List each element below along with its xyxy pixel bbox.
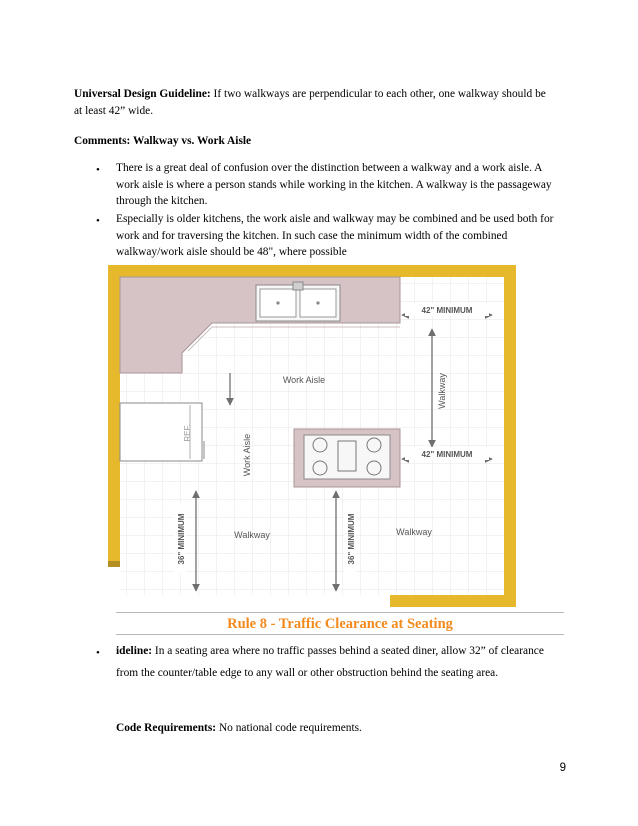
rule-8-bullet <box>116 640 556 684</box>
label-walkway-left: Walkway <box>234 530 270 540</box>
guideline-text: If two walkways are perpendicular to each other, one walkway should be at least 42” wide. <box>74 88 546 117</box>
rule-8-heading: Rule 8 - Traffic Clearance at Seating <box>227 616 453 632</box>
code-requirements-text: No national code requirements. <box>216 722 362 734</box>
bullet-item-1: There is a great deal of confusion over the distinction between a walkway and a work aisle. A work aisle is where a person stands while working in the kitchen. A walkway is the passageway through the kitchen. <box>116 162 552 207</box>
comments-heading: Comments: Walkway vs. Work Aisle <box>74 135 252 147</box>
divider-bottom <box>116 634 564 635</box>
label-work-aisle-vertical: Work Aisle <box>242 433 252 477</box>
guideline-paragraph <box>74 86 556 120</box>
label-36-minimum-left: 36" MINIMUM <box>177 513 186 565</box>
label-walkway-vertical: Walkway <box>437 373 447 409</box>
ref-label: REF. <box>183 424 192 442</box>
code-requirements <box>116 720 556 737</box>
code-requirements-label: Code Requirements: <box>116 722 217 734</box>
guideline-label: Universal Design Guideline: <box>74 88 211 100</box>
label-42-minimum-middle: 42" MINIMUM <box>421 450 473 459</box>
bullet-icon: • <box>96 647 100 659</box>
cooktop <box>304 435 390 479</box>
divider-top <box>116 612 564 613</box>
rule-8-bullet-label: ideline: <box>116 645 153 657</box>
bullet-item-2: Especially is older kitchens, the work aisle and walkway may be combined and be used both for work and for traversing the kitchen. In such case the minimum width of the combined walkway/work aisle should be 48", where possible <box>116 213 554 258</box>
label-36-minimum-right: 36" MINIMUM <box>347 513 356 565</box>
bullet-icon: • <box>96 164 100 176</box>
kitchen-floor-plan-diagram <box>108 265 516 607</box>
label-42-minimum-top: 42" MINIMUM <box>421 306 473 315</box>
page-number: 9 <box>559 762 566 774</box>
label-work-aisle-horizontal: Work Aisle <box>282 375 326 385</box>
label-walkway-right: Walkway <box>396 527 432 537</box>
rule-8-bullet-text: In a seating area where no traffic passes behind a seated diner, allow 32” of clearance from the counter/table edge to any wall or other obstruction behind the seating area. <box>116 645 544 679</box>
bullet-icon: • <box>96 215 100 227</box>
